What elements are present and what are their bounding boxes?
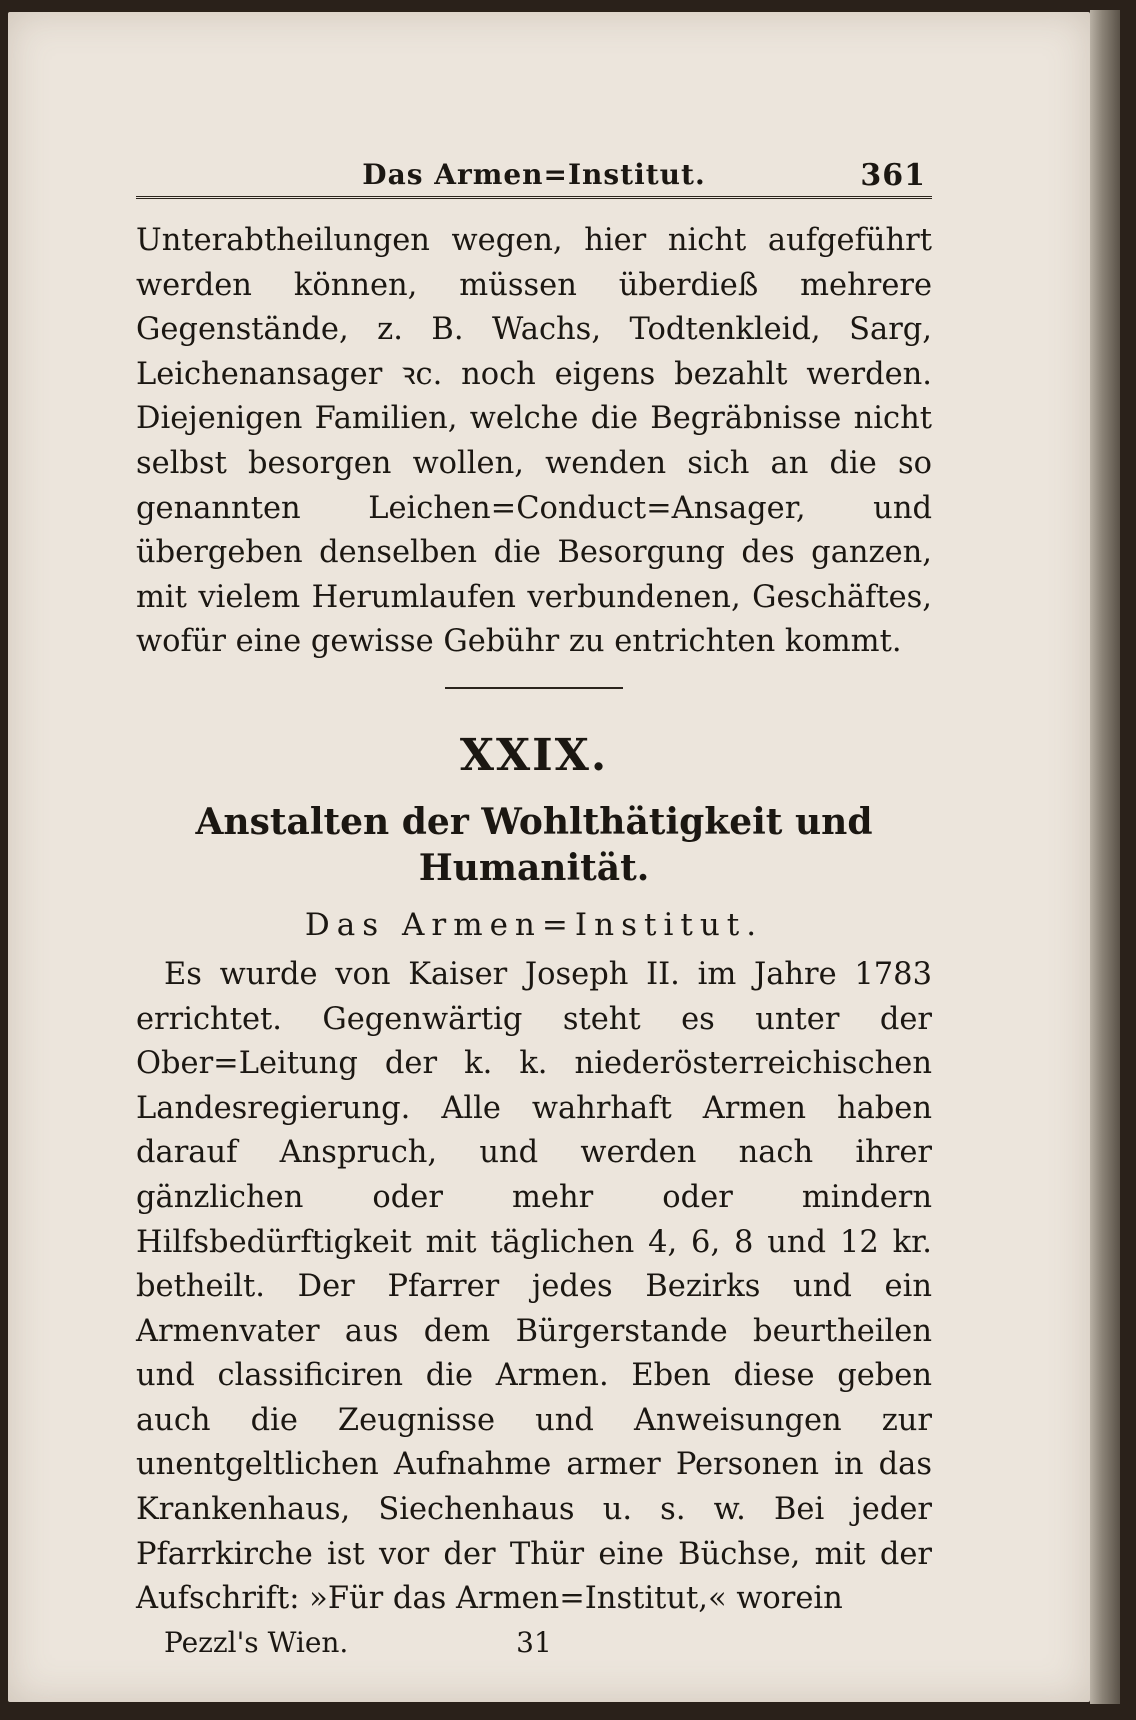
section-subheading: Das Armen=Institut. bbox=[304, 906, 764, 943]
running-title: Das Armen=Institut. bbox=[362, 158, 706, 191]
section-divider bbox=[445, 687, 623, 689]
page-content bbox=[136, 150, 932, 1666]
chapter-number: XXIX. bbox=[459, 729, 609, 781]
running-head bbox=[136, 150, 932, 199]
page-footer bbox=[136, 1626, 932, 1666]
signature-mark: Pezzl's Wien. bbox=[164, 1625, 349, 1659]
continuation-paragraph: Unterabtheilungen wegen, hier nicht aufgeführt werden können, müssen überdieß mehrere Gegenstände, z. B. Wachs, Todtenkleid, Sarg, Leichenansager ꝛc. noch eigens bezahlt werden. Diejenigen Familien, welche die Begräbnisse nicht selbst besorgen wollen, wenden sich an die so genannten Leichen=Conduct=Ansager, und übergeben denselben die Besorgung des ganzen, mit vielem Herumlaufen verbundenen, Geschäftes, wofür eine gewisse Gebühr zu entrichten kommt. bbox=[136, 223, 932, 660]
body-paragraph: Es wurde von Kaiser Joseph II. im Jahre 1783 errichtet. Gegenwärtig steht es unter der Ober=Leitung der k. k. niederösterreichischen Landesregierung. Alle wahrhaft Armen haben darauf Anspruch, und werden nach ihrer gänzlichen oder mehr oder mindern Hilfsbedürftigkeit mit täglichen 4, 6, 8 und 12 kr. betheilt. Der Pfarrer jedes Bezirks und ein Armenvater aus dem Bürgerstande beurtheilen und classificiren die Armen. Eben diese geben auch die Zeugnisse und Anweisungen zur unentgeltlichen Aufnahme armer Personen in das Krankenhaus, Siechenhaus u. s. w. Bei jeder Pfarrkirche ist vor der Thür eine Büchse, mit der Aufschrift: »Für das Armen=Institut,« worein bbox=[136, 956, 932, 1617]
page-edge bbox=[1090, 10, 1120, 1704]
sheet-number: 31 bbox=[516, 1625, 552, 1659]
chapter-title: Anstalten der Wohlthätigkeit und Humanität. bbox=[195, 800, 873, 889]
book-page bbox=[8, 12, 1090, 1702]
page-number: 361 bbox=[860, 158, 926, 193]
